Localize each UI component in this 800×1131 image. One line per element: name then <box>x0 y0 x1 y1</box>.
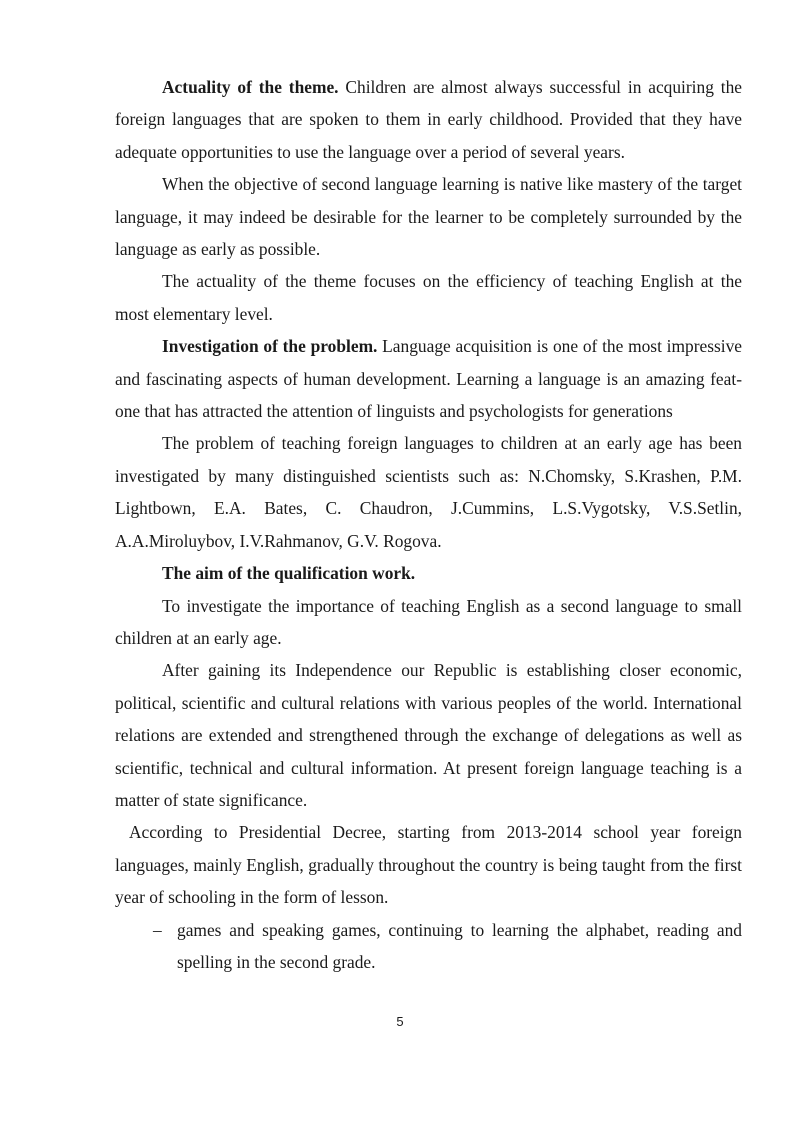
bullet-list <box>115 914 742 979</box>
heading-aim: The aim of the qualification work. <box>162 563 416 584</box>
paragraph-investigation <box>115 330 742 427</box>
list-item <box>115 914 742 979</box>
paragraph-lead-actuality: Actuality of the theme. <box>162 77 339 97</box>
paragraph-text-independence: After gaining its Independence our Republic is establishing closer economic, political, scientific and cultural relations with various peoples of the world. International relations are extended and strengthened through the exchange of delegations as well as scientific, technical and cultural information. At present foreign language teaching is a matter of state significance. <box>115 660 742 810</box>
paragraph-aim <box>115 590 742 655</box>
paragraph-text-actuality-focus: The actuality of the theme focuses on the efficiency of teaching English at the most elementary level. <box>115 271 742 324</box>
page-number: 5 <box>396 1014 404 1029</box>
list-item-text: games and speaking games, continuing to learning the alphabet, reading and spelling in the second grade. <box>177 919 742 972</box>
paragraph-text-decree: According to Presidential Decree, starting from 2013-2014 school year foreign languages, mainly English, gradually throughout the country is being taught from the first year of schooling in the form of lesson. <box>115 822 742 908</box>
dash-bullet-icon: – <box>153 919 162 940</box>
paragraph-text-actuality: Children are almost always successful in acquiring the foreign languages that are spoken to them in early childhood. Provided that they have adequate opportunities to use the language over a period of several years. <box>115 77 742 162</box>
paragraph-actuality <box>115 71 742 168</box>
paragraph-scientists <box>115 427 742 557</box>
document-body <box>115 71 742 978</box>
paragraph-text-aim: To investigate the importance of teaching English as a second language to small children at an early age. <box>115 595 742 648</box>
paragraph-text-objective: When the objective of second language learning is native like mastery of the target language, it may indeed be desirable for the learner to be completely surrounded by the language as early as possible. <box>115 174 742 260</box>
paragraph-independence <box>115 654 742 816</box>
paragraph-text-investigation: Language acquisition is one of the most impressive and fascinating aspects of human development. Learning a language is an amazing feat-one that has attracted the attention of linguists and psychologists for generations <box>115 336 743 422</box>
paragraph-text-scientists: The problem of teaching foreign languages to children at an early age has been investigated by many distinguished scientists such as: N.Chomsky, S.Krashen, P.M. Lightbown, E.A. Bates, C. Chaudron, J.Cummins, L.S.Vygotsky, V.S.Setlin, A.A.Miroluybov, I.V.Rahmanov, G.V. Rogova. <box>115 433 742 551</box>
paragraph-decree <box>115 816 742 913</box>
paragraph-lead-investigation: Investigation of the problem. <box>162 336 378 357</box>
paragraph-objective <box>115 168 742 265</box>
paragraph-actuality-focus <box>115 265 742 330</box>
